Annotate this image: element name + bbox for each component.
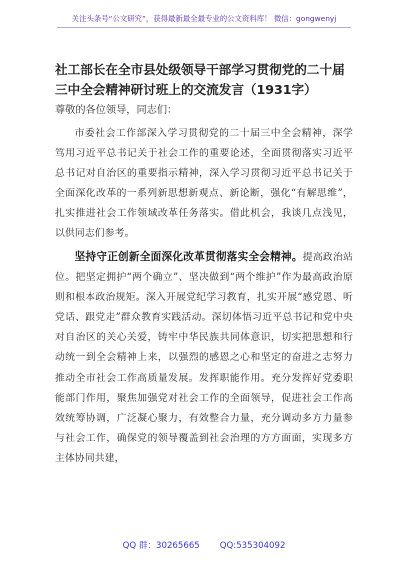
paragraph-2-lead: 坚持守正创新全面深化改革贯彻落实全会精神。 [74,251,303,263]
header-divider [57,27,351,28]
footer-qq: QQ:535304092 [219,541,286,551]
greeting: 尊敬的各位领导，同志们： [55,105,178,116]
header-promo-note: 关注头条号“公文研究”，获得最新最全最专业的公文资料库！ 微信：gongwenyj [71,14,337,23]
document-title: 社工部长在全市县处级领导干部学习贯彻党的二十届三中全会精神研讨班上的交流发言（1931字） [55,62,345,97]
paragraph-2-body: 提高政治站位。把坚定拥护“两个确立”、坚决做到“两个维护”作为最高政治原则和根本政治规矩。深入开展党纪学习教育，扎实开展“感党恩、听党话、跟党走”群众教育实践活动。深切体悟习近平总书记和党中央对自治区的关心关爱，铸牢中华民族共同体意识，切实把思想和行动统一到全会精神上来，以强烈的感恩之心和坚定的奋进之志努力推动全市社会工作高质量发展。发挥职能作用。充分发挥好党委职能部门作用，聚焦加强党对社会工作的全面领导，促进社会工作高效统筹协调，广泛凝心聚力，有效整合力量，充分调动多方力量参与社会工作，确保党的领导覆盖到社会治理的方方面面，实现多方主体协同共建， [55,252,354,464]
footer-qq-group: QQ 群：30265665 [122,541,200,551]
paragraph-1: 市委社会工作部深入学习贯彻党的二十届三中全会精神，深学笃用习近平总书记关于社会工作的重要论述，全面贯彻落实习近平总书记对自治区的重要指示精神，深入学习贯彻习近平总书记关于全面深化改革的一系列新思想新观点、新论断，强化“有解思维”，扎实推进社会工作领域改革任务落实。借此机会，我谈几点浅见，以供同志们参考。 [55,128,353,240]
paragraph-2 [55,247,353,469]
footer-contact [0,539,408,551]
